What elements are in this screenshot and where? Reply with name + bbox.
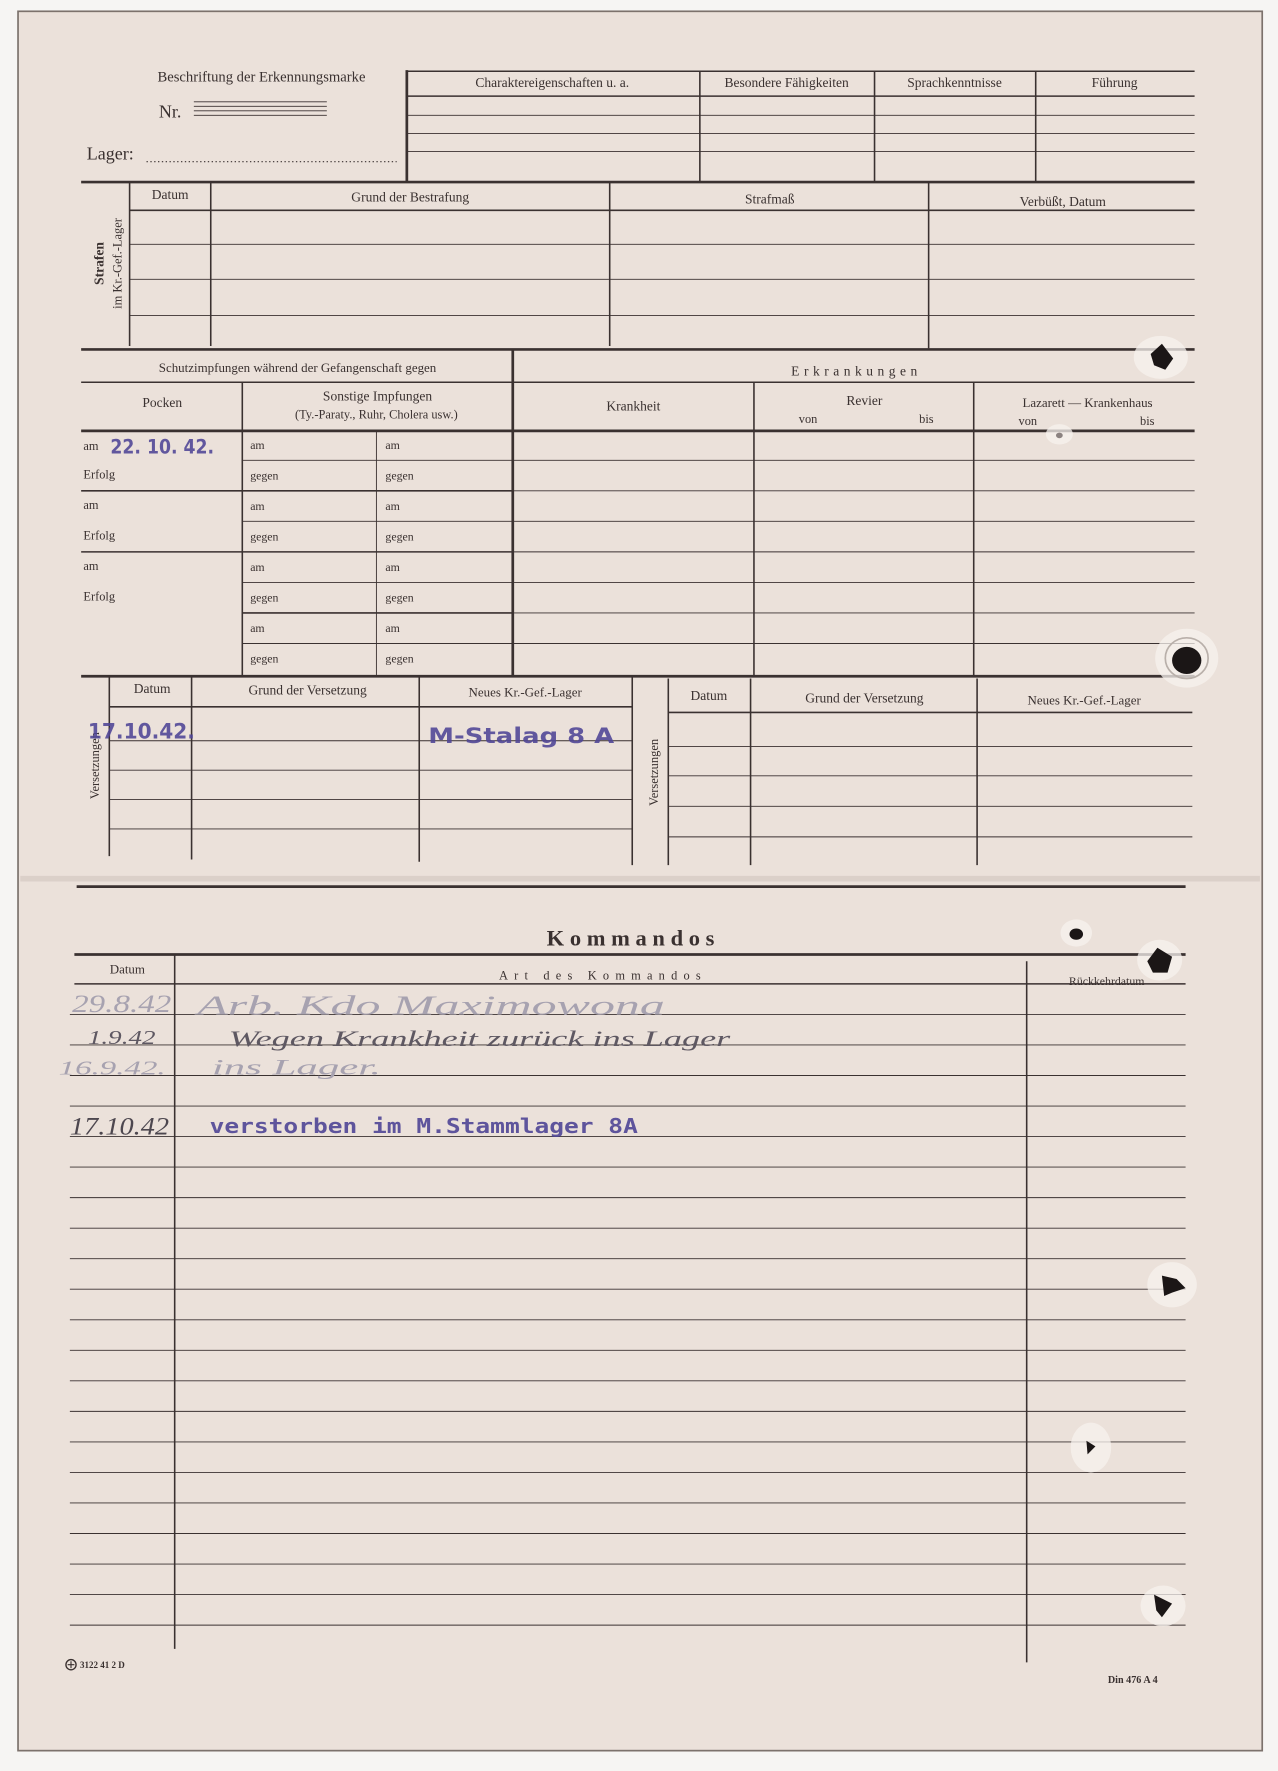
punishment-header-served: Verbüßt, Datum xyxy=(1019,193,1106,209)
column-header-abilities: Besondere Fähigkeiten xyxy=(724,75,849,91)
vaccination-title: Schutzimpfungen während der Gefangenschaft gegen xyxy=(158,360,437,376)
transfer-header-new-camp: Neues Kr.-Gef.-Lager xyxy=(1027,692,1141,708)
infirmary-to-label: bis xyxy=(919,411,934,426)
tag-caption: Beschriftung der Erkennungsmarke xyxy=(157,69,366,86)
table-row xyxy=(72,990,665,1020)
kommandos-title: Kommandos xyxy=(546,925,721,951)
table-row xyxy=(59,1054,381,1079)
other-on-label: am xyxy=(250,560,265,575)
punishment-header-reason: Grund der Bestrafung xyxy=(351,189,470,205)
other-against-label: gegen xyxy=(250,651,279,666)
kommando-type-stamp: verstorben im M.Stammlager 8A xyxy=(209,1114,638,1139)
other-against-label: gegen xyxy=(385,468,414,483)
column-header-conduct: Führung xyxy=(1091,75,1138,91)
kommando-header-date: Datum xyxy=(109,961,145,977)
other-vaccinations-header: Sonstige Impfungen xyxy=(322,388,433,404)
other-on-label: am xyxy=(250,499,265,514)
smallpox-on-label: am xyxy=(83,439,99,454)
punishment-header-penalty: Strafmaß xyxy=(744,191,795,207)
transfer-header-date: Datum xyxy=(133,681,171,697)
column-header-character: Charaktereigenschaften u. a. xyxy=(475,75,630,91)
transfer-date-stamp: 17.10.42. xyxy=(87,719,195,745)
other-against-label: gegen xyxy=(250,468,279,483)
transfer-camp-stamp: M-Stalag 8 A xyxy=(428,723,615,750)
smallpox-on-label: am xyxy=(83,497,99,512)
kommando-date: 17.10.42 xyxy=(69,1113,170,1141)
lager-label: Lager: xyxy=(86,143,134,164)
column-header-languages: Sprachkenntnisse xyxy=(907,75,1002,91)
kommandos-ruled-lines xyxy=(70,1014,1186,1625)
punch-hole xyxy=(1141,1586,1186,1627)
punishment-header-date: Datum xyxy=(151,187,189,203)
transfers-side-label-left: Versetzungen xyxy=(88,732,103,800)
other-on-label: am xyxy=(250,621,265,636)
punch-hole xyxy=(1060,919,1092,946)
smallpox-on-label: am xyxy=(83,558,99,573)
kommando-date: 1.9.42 xyxy=(87,1026,156,1049)
punch-hole xyxy=(1147,1262,1197,1307)
print-code: 3122 41 2 D xyxy=(80,1660,125,1671)
smallpox-result-label: Erfolg xyxy=(83,589,116,604)
punch-hole xyxy=(1155,629,1218,688)
other-on-label: am xyxy=(385,499,400,514)
smallpox-date-stamp: 22. 10. 42. xyxy=(110,435,215,459)
din-code: Din 476 A 4 xyxy=(1107,1674,1158,1686)
other-against-label: gegen xyxy=(385,651,414,666)
hospital-to-label: bis xyxy=(1140,414,1155,429)
hospital-from-label: von xyxy=(1018,414,1038,429)
kommando-type: ins Lager. xyxy=(211,1054,381,1080)
kommando-date: 29.8.42 xyxy=(72,991,172,1019)
transfer-header-reason: Grund der Versetzung xyxy=(805,690,924,706)
nr-label: Nr. xyxy=(158,101,182,122)
punishments-side-label: Strafen xyxy=(91,242,107,285)
infirmary-header: Revier xyxy=(846,392,883,408)
other-on-label: am xyxy=(385,437,400,452)
punch-hole xyxy=(1137,940,1182,981)
other-vaccinations-subheader: (Ty.-Paraty., Ruhr, Cholera usw.) xyxy=(295,407,458,422)
punch-hole xyxy=(1134,336,1188,379)
punishments-side-label-sub: im Kr.-Gef.-Lager xyxy=(110,218,125,309)
kommando-type: Wegen Krankheit zurück ins Lager xyxy=(228,1026,731,1052)
punch-hole xyxy=(1046,424,1073,444)
transfers-side-label-right: Versetzungen xyxy=(647,738,662,806)
smallpox-result-label: Erfolg xyxy=(83,528,116,543)
transfer-header-date: Datum xyxy=(690,688,728,704)
other-against-label: gegen xyxy=(385,529,414,544)
other-against-label: gegen xyxy=(250,529,279,544)
illnesses-title: Erkrankungen xyxy=(791,363,922,379)
infirmary-from-label: von xyxy=(798,411,818,426)
table-row xyxy=(70,1113,638,1140)
other-on-label: am xyxy=(385,621,400,636)
disease-header: Krankheit xyxy=(606,398,661,414)
punch-hole xyxy=(1071,1423,1112,1473)
smallpox-result-label: Erfolg xyxy=(83,467,116,482)
kommando-date: 16.9.42. xyxy=(58,1057,166,1080)
other-against-label: gegen xyxy=(250,590,279,605)
hospital-header: Lazarett — Krankenhaus xyxy=(1022,395,1153,411)
kommando-header-return-date: Rückkehrdatum xyxy=(1068,974,1145,989)
transfer-header-new-camp: Neues Kr.-Gef.-Lager xyxy=(468,684,582,700)
transfer-header-reason: Grund der Versetzung xyxy=(248,682,367,698)
smallpox-header: Pocken xyxy=(142,395,183,411)
other-on-label: am xyxy=(385,560,400,575)
other-against-label: gegen xyxy=(385,590,414,605)
other-on-label: am xyxy=(250,437,265,452)
kommando-header-type: Art des Kommandos xyxy=(498,968,707,983)
kommando-type: Arb. Kdo Maximowona xyxy=(193,990,665,1021)
